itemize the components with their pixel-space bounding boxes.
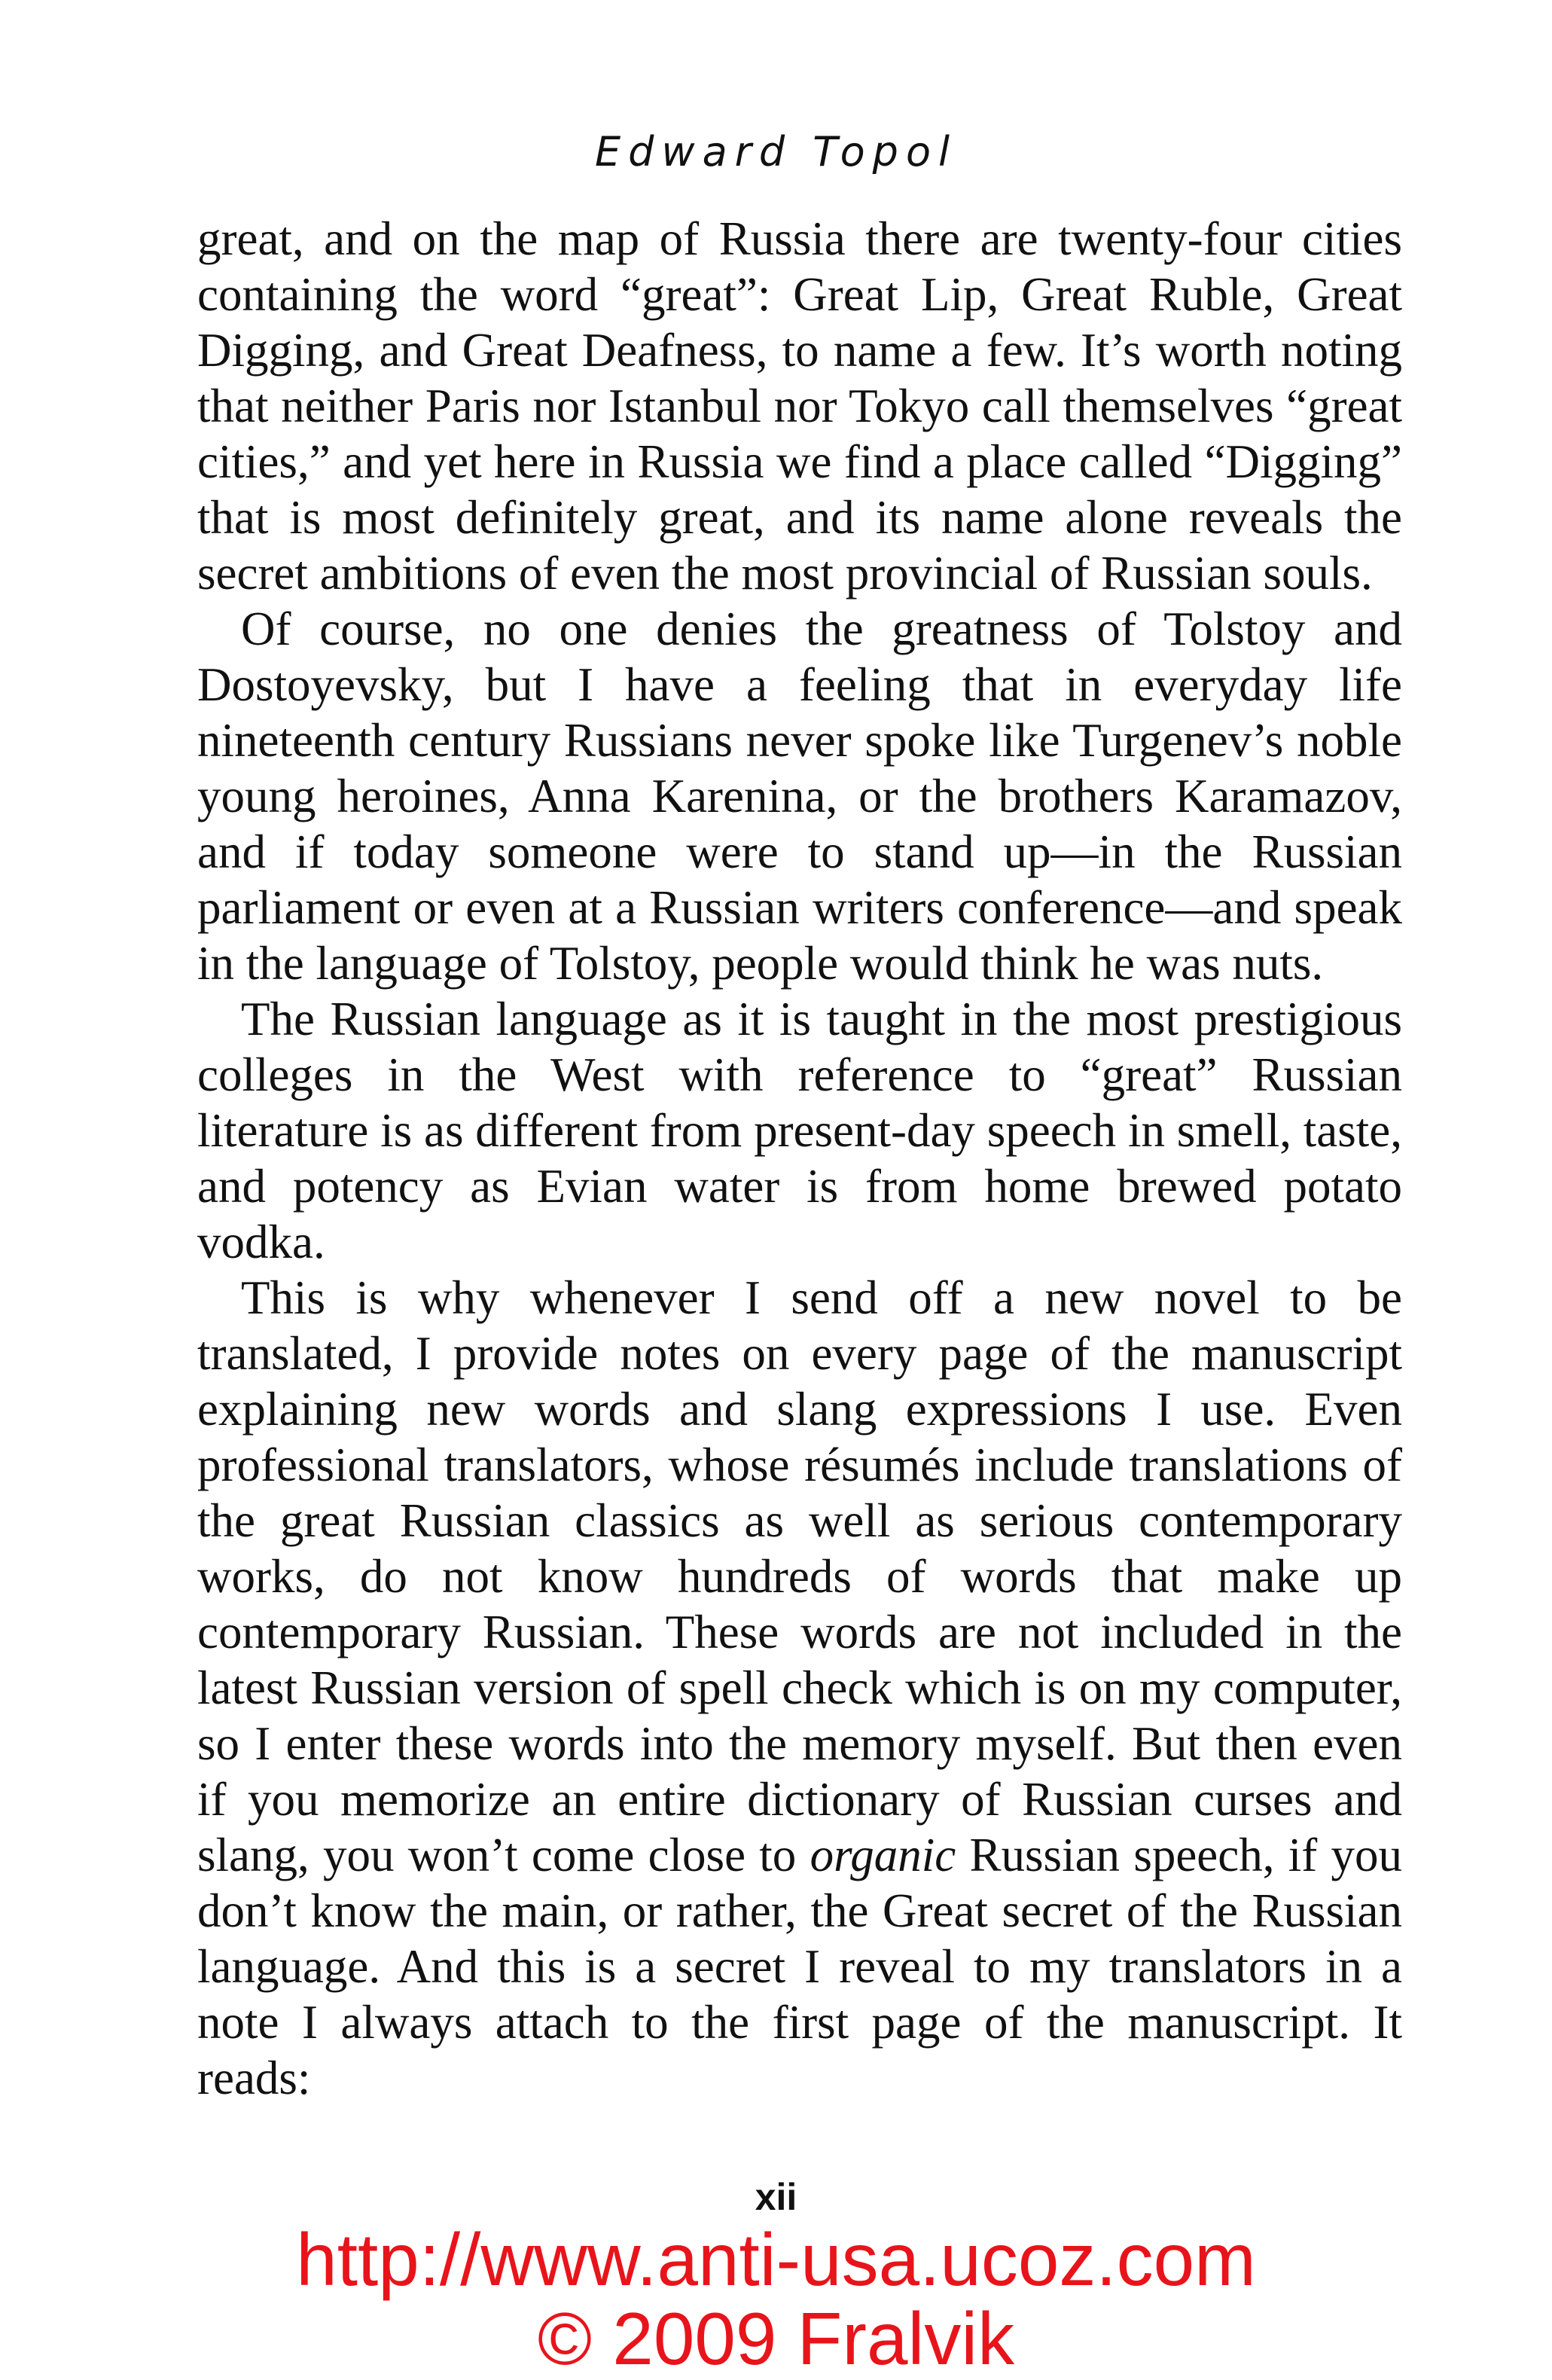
paragraph-2: Of course, no one denies the greatness of Tolstoy and Dostoyevsky, but I have a feeling that in everyday life nineteenth century Russians never spoke like Turgenev’s noble young heroines, Anna Karenina, or the brothers Karamazov, and if today someone were to stand up—in the Russian parliament or even at a Russian writers conference—and speak in the language of Tolstoy, people would think he was nuts. xyxy=(197,603,1402,990)
paragraph-4-text-end: Russian speech, if you don’t know the main, or rather, the Great secret of the Russian language. And this is a secret I reveal to my translators in a note I always attach to the first page of the manuscript. It reads: xyxy=(197,1829,1402,2104)
watermark-copyright: © 2009 Fralvik xyxy=(537,2297,1015,2380)
emphasis-organic: organic xyxy=(810,1829,956,1881)
paragraph-3: The Russian language as it is taught in the most prestigious colleges in the West with reference to “great” Russian literature is as different from present-day speech in smell, taste, and potency as Evian water is from home brewed potato vodka. xyxy=(197,993,1402,1268)
body-text xyxy=(197,211,1402,2106)
running-head: Edward Topol xyxy=(595,128,957,175)
watermark-url: http://www.anti-usa.ucoz.com xyxy=(296,2218,1256,2301)
paragraph-4-text-start: This is why whenever I send off a new novel to be translated, I provide notes on every page of the manuscript explaining new words and slang expressions I use. Even professional translators, whose résumés include translations of the great Russian classics as well as serious contemporary works, do not know hundreds of words that make up contemporary Russian. These words are not included in the latest Russian version of spell check which is on my computer, so I enter these words into the memory myself. But then even if you memorize an entire dictionary of Russian curses and slang, you won’t come close to xyxy=(197,1271,1402,1881)
page-number: xii xyxy=(755,2176,797,2218)
paragraph-1: great, and on the map of Russia there are twenty-four cities containing the word “great”: Great Lip, Great Ruble, Great Digging, and Great Deafness, to name a few. It’s worth noting that neither Paris nor Istanbul nor Tokyo call themselves “great cities,” and yet here in Russia we find a place called “Digging” that is most definitely great, and its name alone reveals the secret ambitions of even the most provincial of Russian souls. xyxy=(197,212,1402,600)
paragraph-4 xyxy=(197,1270,1402,2106)
